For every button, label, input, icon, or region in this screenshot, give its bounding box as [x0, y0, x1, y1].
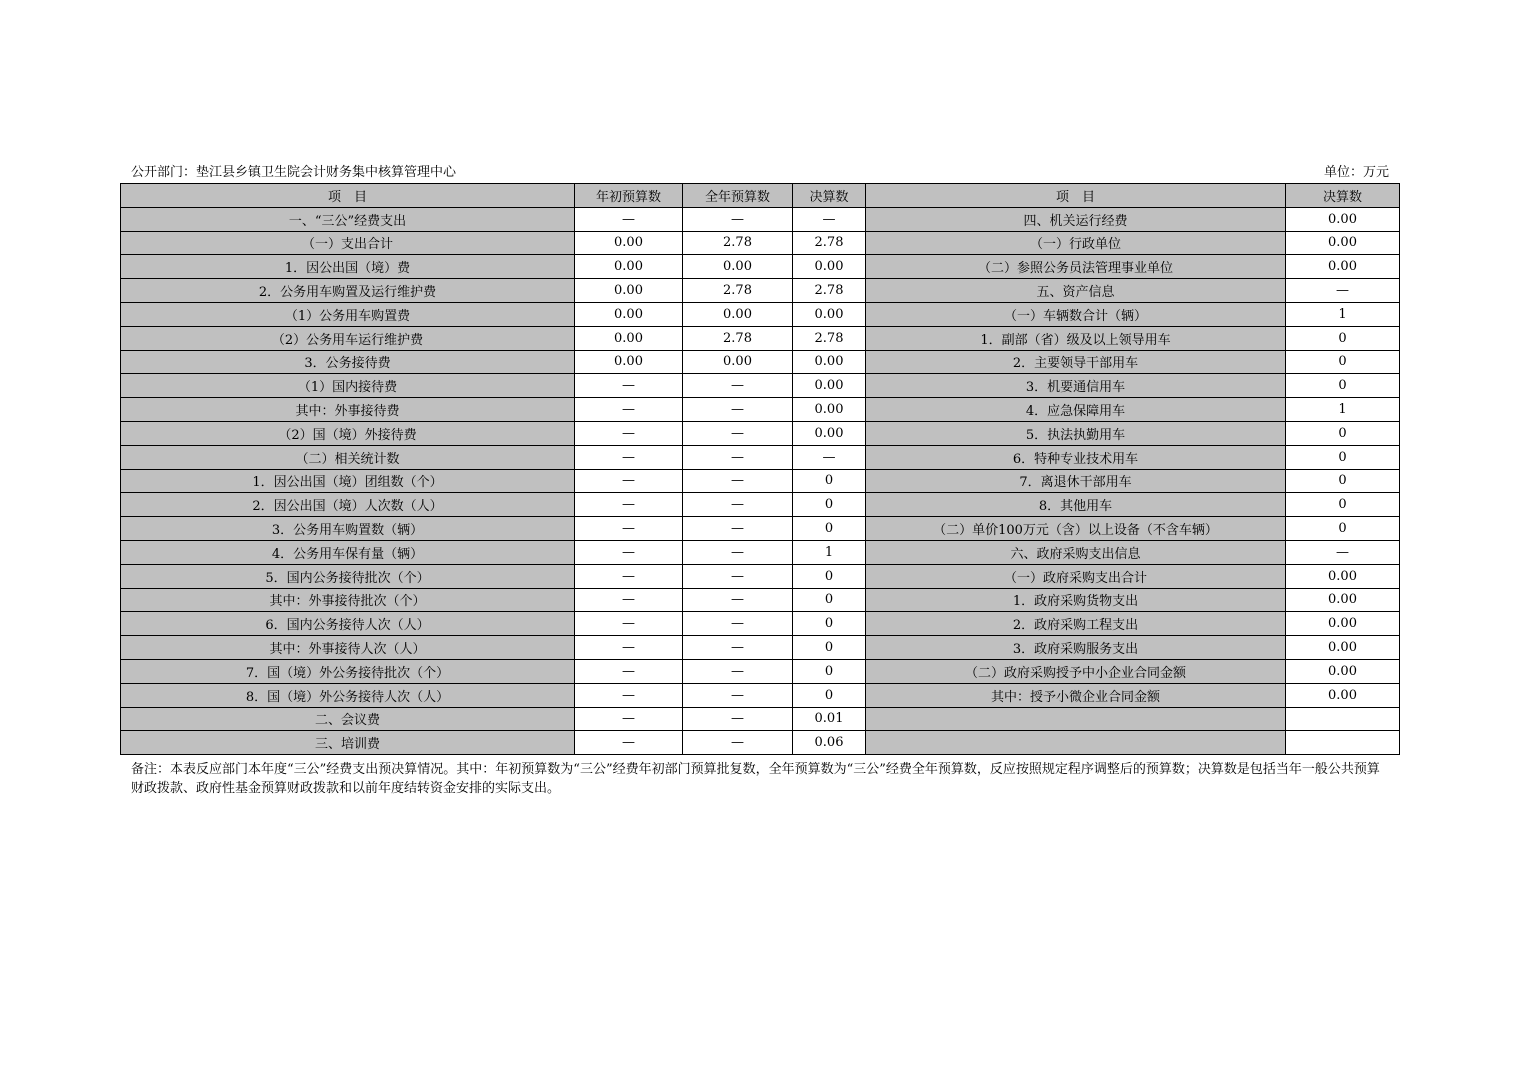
item-left-cell: 7．国（境）外公务接待批次（个） [121, 659, 575, 683]
final-left-cell: 0 [793, 612, 866, 636]
annual-budget-cell: — [683, 540, 793, 564]
initial-budget-cell: — [575, 493, 683, 517]
final-left-cell: 2.78 [793, 326, 866, 350]
col-header-annual-budget: 全年预算数 [683, 184, 793, 208]
table-row [121, 493, 1400, 517]
final-left-cell: 0.06 [793, 731, 866, 755]
annual-budget-cell: — [683, 445, 793, 469]
final-right-cell: 0.00 [1286, 588, 1400, 612]
item-left-cell: 8．国（境）外公务接待人次（人） [121, 683, 575, 707]
item-right-cell: 2．主要领导干部用车 [866, 350, 1286, 374]
initial-budget-cell: 0.00 [575, 350, 683, 374]
initial-budget-cell: 0.00 [575, 231, 683, 255]
table-row [121, 421, 1400, 445]
col-header-final-left: 决算数 [793, 184, 866, 208]
item-right-cell: 4．应急保障用车 [866, 398, 1286, 422]
annual-budget-cell: — [683, 421, 793, 445]
table-header-row [121, 184, 1400, 208]
final-left-cell: 0.01 [793, 707, 866, 731]
item-left-cell: 4．公务用车保有量（辆） [121, 540, 575, 564]
final-right-cell: 0 [1286, 326, 1400, 350]
item-left-cell: （一）支出合计 [121, 231, 575, 255]
annual-budget-cell: — [683, 659, 793, 683]
item-left-cell: （1）公务用车购置费 [121, 302, 575, 326]
table-row [121, 517, 1400, 541]
final-left-cell: 2.78 [793, 231, 866, 255]
three-public-expenses-table [120, 183, 1400, 755]
item-left-cell: 三、培训费 [121, 731, 575, 755]
initial-budget-cell: — [575, 421, 683, 445]
table-row [121, 398, 1400, 422]
final-left-cell: 0.00 [793, 302, 866, 326]
col-header-initial-budget: 年初预算数 [575, 184, 683, 208]
annual-budget-cell: — [683, 707, 793, 731]
final-right-cell: 0 [1286, 350, 1400, 374]
table-note: 备注：本表反应部门本年度“三公”经费支出预决算情况。其中：年初预算数为“三公”经费年初部门预算批复数，全年预算数为“三公”经费全年预算数，反应按照规定程序调整后的预算数；决算数是包括当年一般公共预算财政拨款、政府性基金预算财政拨款和以前年度结转资金安排的实际支出。 [131, 762, 1380, 796]
annual-budget-cell: 0.00 [683, 255, 793, 279]
item-right-cell: 1．政府采购货物支出 [866, 588, 1286, 612]
initial-budget-cell: 0.00 [575, 255, 683, 279]
final-left-cell: 0 [793, 636, 866, 660]
item-right-cell: 6．特种专业技术用车 [866, 445, 1286, 469]
initial-budget-cell: — [575, 707, 683, 731]
item-left-cell: （二）相关统计数 [121, 445, 575, 469]
annual-budget-cell: — [683, 493, 793, 517]
item-left-cell: 1．因公出国（境）团组数（个） [121, 469, 575, 493]
table-row [121, 540, 1400, 564]
item-right-cell: 五、资产信息 [866, 279, 1286, 303]
initial-budget-cell: — [575, 659, 683, 683]
item-left-cell: 2．因公出国（境）人次数（人） [121, 493, 575, 517]
table-row [121, 445, 1400, 469]
initial-budget-cell: — [575, 564, 683, 588]
item-right-cell: （二）参照公务员法管理事业单位 [866, 255, 1286, 279]
final-right-cell: 0 [1286, 374, 1400, 398]
item-right-cell: 3．机要通信用车 [866, 374, 1286, 398]
item-right-cell: 2．政府采购工程支出 [866, 612, 1286, 636]
final-right-cell: 0.00 [1286, 659, 1400, 683]
item-right-cell: （一）车辆数合计（辆） [866, 302, 1286, 326]
annual-budget-cell: 0.00 [683, 350, 793, 374]
annual-budget-cell: — [683, 636, 793, 660]
table-row [121, 707, 1400, 731]
table-body [121, 207, 1400, 754]
final-right-cell: 0 [1286, 469, 1400, 493]
final-left-cell: 0 [793, 659, 866, 683]
col-header-final-right: 决算数 [1286, 184, 1400, 208]
initial-budget-cell: — [575, 731, 683, 755]
final-right-cell: 0.00 [1286, 683, 1400, 707]
annual-budget-cell: — [683, 398, 793, 422]
final-left-cell: 0 [793, 469, 866, 493]
final-left-cell: 2.78 [793, 279, 866, 303]
table-row [121, 255, 1400, 279]
item-left-cell: 一、“三公”经费支出 [121, 207, 575, 231]
report-meta [131, 164, 1389, 182]
annual-budget-cell: — [683, 564, 793, 588]
final-right-cell: 1 [1286, 302, 1400, 326]
initial-budget-cell: — [575, 540, 683, 564]
annual-budget-cell: — [683, 517, 793, 541]
item-right-cell: 8．其他用车 [866, 493, 1286, 517]
table-row [121, 731, 1400, 755]
final-left-cell: 0.00 [793, 350, 866, 374]
final-left-cell: 0.00 [793, 398, 866, 422]
item-right-cell: 1．副部（省）级及以上领导用车 [866, 326, 1286, 350]
final-right-cell: 0 [1286, 421, 1400, 445]
item-right-cell: （二）政府采购授予中小企业合同金额 [866, 659, 1286, 683]
initial-budget-cell: — [575, 683, 683, 707]
item-left-cell: 3．公务接待费 [121, 350, 575, 374]
initial-budget-cell: — [575, 612, 683, 636]
final-left-cell: 0.00 [793, 255, 866, 279]
annual-budget-cell: — [683, 612, 793, 636]
final-right-cell: 0.00 [1286, 255, 1400, 279]
final-right-cell [1286, 707, 1400, 731]
final-left-cell: 0.00 [793, 421, 866, 445]
initial-budget-cell: — [575, 207, 683, 231]
item-left-cell: （2）公务用车运行维护费 [121, 326, 575, 350]
annual-budget-cell: — [683, 731, 793, 755]
initial-budget-cell: — [575, 517, 683, 541]
annual-budget-cell: — [683, 374, 793, 398]
final-right-cell [1286, 731, 1400, 755]
table-row [121, 564, 1400, 588]
final-left-cell: 0 [793, 564, 866, 588]
initial-budget-cell: — [575, 588, 683, 612]
annual-budget-cell: — [683, 207, 793, 231]
table-row [121, 588, 1400, 612]
table-row [121, 326, 1400, 350]
initial-budget-cell: 0.00 [575, 302, 683, 326]
item-right-cell [866, 731, 1286, 755]
table-row [121, 279, 1400, 303]
item-right-cell: （一）政府采购支出合计 [866, 564, 1286, 588]
item-right-cell: 六、政府采购支出信息 [866, 540, 1286, 564]
annual-budget-cell: 0.00 [683, 302, 793, 326]
final-right-cell: — [1286, 279, 1400, 303]
initial-budget-cell: — [575, 398, 683, 422]
final-right-cell: 0.00 [1286, 231, 1400, 255]
final-right-cell: 0 [1286, 517, 1400, 541]
annual-budget-cell: — [683, 588, 793, 612]
final-left-cell: — [793, 207, 866, 231]
final-left-cell: 0 [793, 683, 866, 707]
item-right-cell: 3．政府采购服务支出 [866, 636, 1286, 660]
item-left-cell: 二、会议费 [121, 707, 575, 731]
col-header-item-left: 项 目 [121, 184, 575, 208]
table-row [121, 469, 1400, 493]
initial-budget-cell: — [575, 374, 683, 398]
final-left-cell: — [793, 445, 866, 469]
final-left-cell: 0.00 [793, 374, 866, 398]
final-right-cell: 0 [1286, 445, 1400, 469]
final-right-cell: 1 [1286, 398, 1400, 422]
item-right-cell: 四、机关运行经费 [866, 207, 1286, 231]
col-header-item-right: 项 目 [866, 184, 1286, 208]
final-right-cell: 0.00 [1286, 612, 1400, 636]
table-row [121, 659, 1400, 683]
item-right-cell: （一）行政单位 [866, 231, 1286, 255]
item-right-cell: 7．离退休干部用车 [866, 469, 1286, 493]
final-right-cell: — [1286, 540, 1400, 564]
table-row [121, 231, 1400, 255]
annual-budget-cell: — [683, 469, 793, 493]
final-left-cell: 0 [793, 517, 866, 541]
item-left-cell: 5．国内公务接待批次（个） [121, 564, 575, 588]
table-row [121, 683, 1400, 707]
initial-budget-cell: 0.00 [575, 279, 683, 303]
item-left-cell: （1）国内接待费 [121, 374, 575, 398]
table-row [121, 302, 1400, 326]
item-right-cell: 5．执法执勤用车 [866, 421, 1286, 445]
item-left-cell: 2．公务用车购置及运行维护费 [121, 279, 575, 303]
item-right-cell [866, 707, 1286, 731]
initial-budget-cell: — [575, 445, 683, 469]
table-row [121, 636, 1400, 660]
item-right-cell: 其中：授予小微企业合同金额 [866, 683, 1286, 707]
unit-label: 单位：万元 [1323, 165, 1389, 180]
department-label: 公开部门：垫江县乡镇卫生院会计财务集中核算管理中心 [131, 165, 457, 180]
item-right-cell: （二）单价100万元（含）以上设备（不含车辆） [866, 517, 1286, 541]
final-left-cell: 0 [793, 588, 866, 612]
final-right-cell: 0.00 [1286, 636, 1400, 660]
item-left-cell: 其中：外事接待人次（人） [121, 636, 575, 660]
final-right-cell: 0.00 [1286, 564, 1400, 588]
annual-budget-cell: 2.78 [683, 279, 793, 303]
item-left-cell: 其中：外事接待批次（个） [121, 588, 575, 612]
initial-budget-cell: — [575, 636, 683, 660]
item-left-cell: 1．因公出国（境）费 [121, 255, 575, 279]
table-row [121, 350, 1400, 374]
item-left-cell: 其中：外事接待费 [121, 398, 575, 422]
annual-budget-cell: 2.78 [683, 231, 793, 255]
initial-budget-cell: 0.00 [575, 326, 683, 350]
table-row [121, 374, 1400, 398]
table-row [121, 612, 1400, 636]
final-right-cell: 0 [1286, 493, 1400, 517]
final-left-cell: 1 [793, 540, 866, 564]
annual-budget-cell: 2.78 [683, 326, 793, 350]
table-row [121, 207, 1400, 231]
item-left-cell: 6．国内公务接待人次（人） [121, 612, 575, 636]
item-left-cell: 3．公务用车购置数（辆） [121, 517, 575, 541]
annual-budget-cell: — [683, 683, 793, 707]
final-left-cell: 0 [793, 493, 866, 517]
initial-budget-cell: — [575, 469, 683, 493]
item-left-cell: （2）国（境）外接待费 [121, 421, 575, 445]
final-right-cell: 0.00 [1286, 207, 1400, 231]
